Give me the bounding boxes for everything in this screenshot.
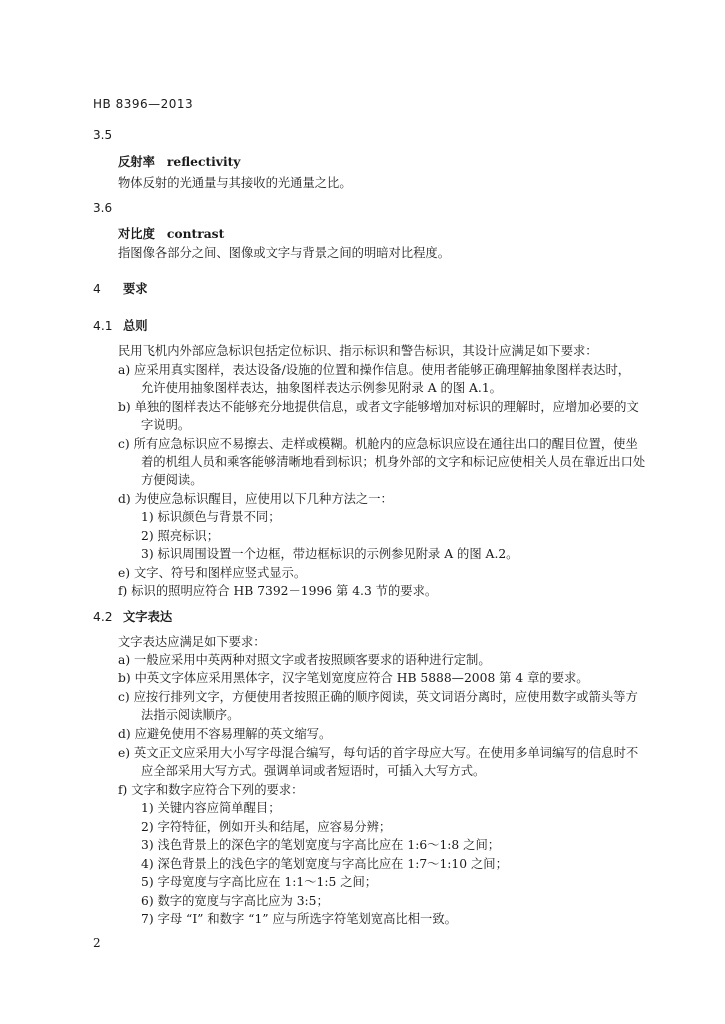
- list-item: e) 文字、符号和图样应竖式显示。: [118, 566, 307, 580]
- term-chinese: 反射率: [118, 155, 155, 169]
- list-item: f) 文字和数字应符合下列的要求：: [118, 783, 304, 797]
- list-item: c) 所有应急标识应不易擦去、走样或模糊。机舱内的应急标识应设在通往出口的醒目位置，使坐: [118, 437, 638, 451]
- term-english: contrast: [166, 226, 225, 241]
- list-item: d) 为使应急标识醒目，应使用以下几种方法之一：: [118, 492, 393, 506]
- term-reflectivity: [118, 154, 240, 170]
- sub-list-item: 1) 标识颜色与背景不同；: [141, 510, 281, 524]
- term-chinese: 对比度: [118, 227, 155, 241]
- sub-list-item: 3) 浅色背景上的深色字的笔划宽度与字高比应在 1:6～1:8 之间；: [141, 838, 501, 852]
- list-item-continuation: 着的机组人员和乘客能够清晰地看到标识；机身外部的文字和标记应使相关人员在靠近出口处: [141, 455, 646, 469]
- term-english: reflectivity: [166, 154, 241, 169]
- section-4-2-heading: [93, 609, 172, 625]
- definition-reflectivity: 物体反射的光通量与其接收的光通量之比。: [118, 176, 352, 190]
- section-number: 4.2: [93, 610, 113, 624]
- list-item-continuation: 法指示阅读顺序。: [141, 708, 240, 722]
- document-id-header: HB 8396—2013: [93, 97, 194, 111]
- list-item: d) 应避免使用不容易理解的英文缩写。: [118, 727, 332, 741]
- sub-list-item: 1) 关键内容应简单醒目；: [141, 801, 281, 815]
- list-item-continuation: 方便阅读。: [141, 473, 203, 487]
- sub-list-item: 2) 照亮标识；: [141, 529, 220, 543]
- list-item: e) 英文正文应采用大小写字母混合编写，每句话的首字母应大写。在使用多单词编写的信息时不: [118, 746, 639, 760]
- list-item: b) 单独的图样表达不能够充分地提供信息，或者文字能够增加对标识的理解时，应增加必要的文: [118, 400, 639, 414]
- list-item-continuation: 允许使用抽象图样表达，抽象图样表达示例参见附录 A 的图 A.1。: [141, 381, 502, 395]
- sub-list-item: 3) 标识周围设置一个边框，带边框标识的示例参见附录 A 的图 A.2。: [141, 547, 519, 561]
- term-contrast: [118, 226, 224, 242]
- paragraph: 文字表达应满足如下要求：: [118, 635, 266, 649]
- clause-number-3-6: 3.6: [93, 201, 113, 215]
- sub-list-item: 2) 字符特征，例如开头和结尾，应容易分辨；: [141, 820, 392, 834]
- section-4-heading: [93, 281, 148, 297]
- section-title: 文字表达: [123, 610, 173, 624]
- list-item: a) 应采用真实图样，表达设备/设施的位置和操作信息。使用者能够正确理解抽象图样表达时，: [118, 363, 631, 377]
- list-item-continuation: 应全部采用大写方式。强调单词或者短语时，可插入大写方式。: [141, 764, 486, 778]
- list-item-continuation: 字说明。: [141, 418, 191, 432]
- list-item: a) 一般应采用中英两种对照文字或者按照顾客要求的语种进行定制。: [118, 653, 491, 667]
- section-number: 4: [93, 282, 101, 296]
- list-item: f) 标识的照明应符合 HB 7392－1996 第 4.3 节的要求。: [118, 584, 438, 598]
- list-item: b) 中英文字体应采用黑体字，汉字笔划宽度应符合 HB 5888—2008 第 4 章的要求。: [118, 671, 589, 685]
- sub-list-item: 6) 数字的宽度与字高比应为 3:5；: [141, 894, 329, 908]
- list-item: c) 应按行排列文字，方便使用者按照正确的顺序阅读，英文词语分离时，应使用数字或箭头等方: [118, 690, 638, 704]
- section-4-1-heading: [93, 318, 148, 334]
- paragraph: 民用飞机内外部应急标识包括定位标识、指示标识和警告标识，其设计应满足如下要求：: [118, 344, 598, 358]
- sub-list-item: 5) 字母宽度与字高比应在 1:1～1:5 之间；: [141, 875, 378, 889]
- sub-list-item: 7) 字母 “I” 和数字 “1” 应与所选字符笔划宽高比相一致。: [141, 912, 457, 926]
- clause-number-3-5: 3.5: [93, 128, 113, 142]
- page-number: 2: [93, 936, 101, 950]
- section-number: 4.1: [93, 319, 113, 333]
- sub-list-item: 4) 深色背景上的浅色字的笔划宽度与字高比应在 1:7～1:10 之间；: [141, 857, 508, 871]
- section-title: 总则: [123, 319, 148, 333]
- section-title: 要求: [123, 282, 148, 296]
- definition-contrast: 指图像各部分之间、图像或文字与背景之间的明暗对比程度。: [118, 246, 451, 260]
